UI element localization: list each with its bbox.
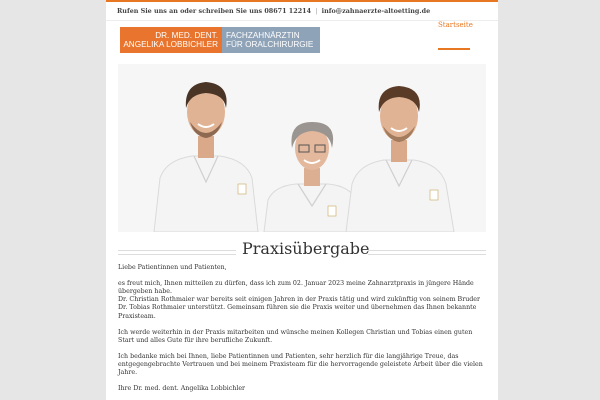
- nav-item-startseite[interactable]: Startseite: [438, 21, 473, 29]
- logo-specialty-line1: FACHZAHNÄRZTIN: [226, 31, 300, 40]
- greeting-paragraph: Liebe Patientinnen und Patienten,: [118, 264, 227, 271]
- logo-specialty-block: [222, 27, 320, 53]
- team-photo: [118, 64, 486, 232]
- contact-separator: |: [315, 7, 318, 15]
- site-logo[interactable]: [120, 27, 320, 53]
- contact-text: Rufen Sie uns an oder schreiben Sie uns 08671 12214: [117, 7, 312, 15]
- logo-name-block: [120, 27, 222, 53]
- contact-email-link[interactable]: info@zahnaerzte-altoetting.de: [321, 7, 431, 15]
- paragraph-continuation: Ich werde weiterhin in der Praxis mitarbeiten und wünsche meinen Kollegen Christian und Tobias einen guten Start und alles Gute für ihre berufliche Zukunft.: [118, 328, 473, 344]
- paragraph-thanks: Ich bedanke mich bei Ihnen, liebe Patientinnen und Patienten, sehr herzlich für die langjährige Treue, das entgegengebrachte Vertrauen und bei meinem Praxisteam für die hervorragende geleistete Arbeit über die vielen Jahre.: [118, 353, 483, 377]
- paragraph-successors: Dr. Christian Rothmaier war bereits seit einigen Jahren in der Praxis tätig und wird zukünftig von seinem Bruder Dr. Tobias Rothmaier unterstützt. Gemeinsam führen sie die Praxis weiter und übernehmen das Ihnen bekannte Praxisteam.: [118, 296, 481, 320]
- article-body: [118, 264, 488, 400]
- team-photo-illustration: [118, 64, 486, 232]
- page-container: [106, 0, 498, 400]
- title-divider-right: [368, 250, 486, 255]
- main-nav: [438, 18, 473, 50]
- paragraph-handover: es freut mich, Ihnen mitteilen zu dürfen, dass ich zum 02. Januar 2023 meine Zahnarztpraxis in jüngere Hände übergeben habe.: [118, 280, 474, 296]
- logo-name-line: ANGELIKA LOBBICHLER: [123, 40, 218, 49]
- logo-specialty-line2: FÜR ORALCHIRURGIE: [226, 40, 314, 49]
- page-title: Praxisübergabe: [242, 239, 370, 258]
- signature: Ihre Dr. med. dent. Angelika Lobbichler: [118, 385, 246, 393]
- contact-line: [117, 7, 430, 15]
- title-divider-left: [118, 250, 236, 255]
- logo-title-line: DR. MED. DENT.: [155, 31, 218, 40]
